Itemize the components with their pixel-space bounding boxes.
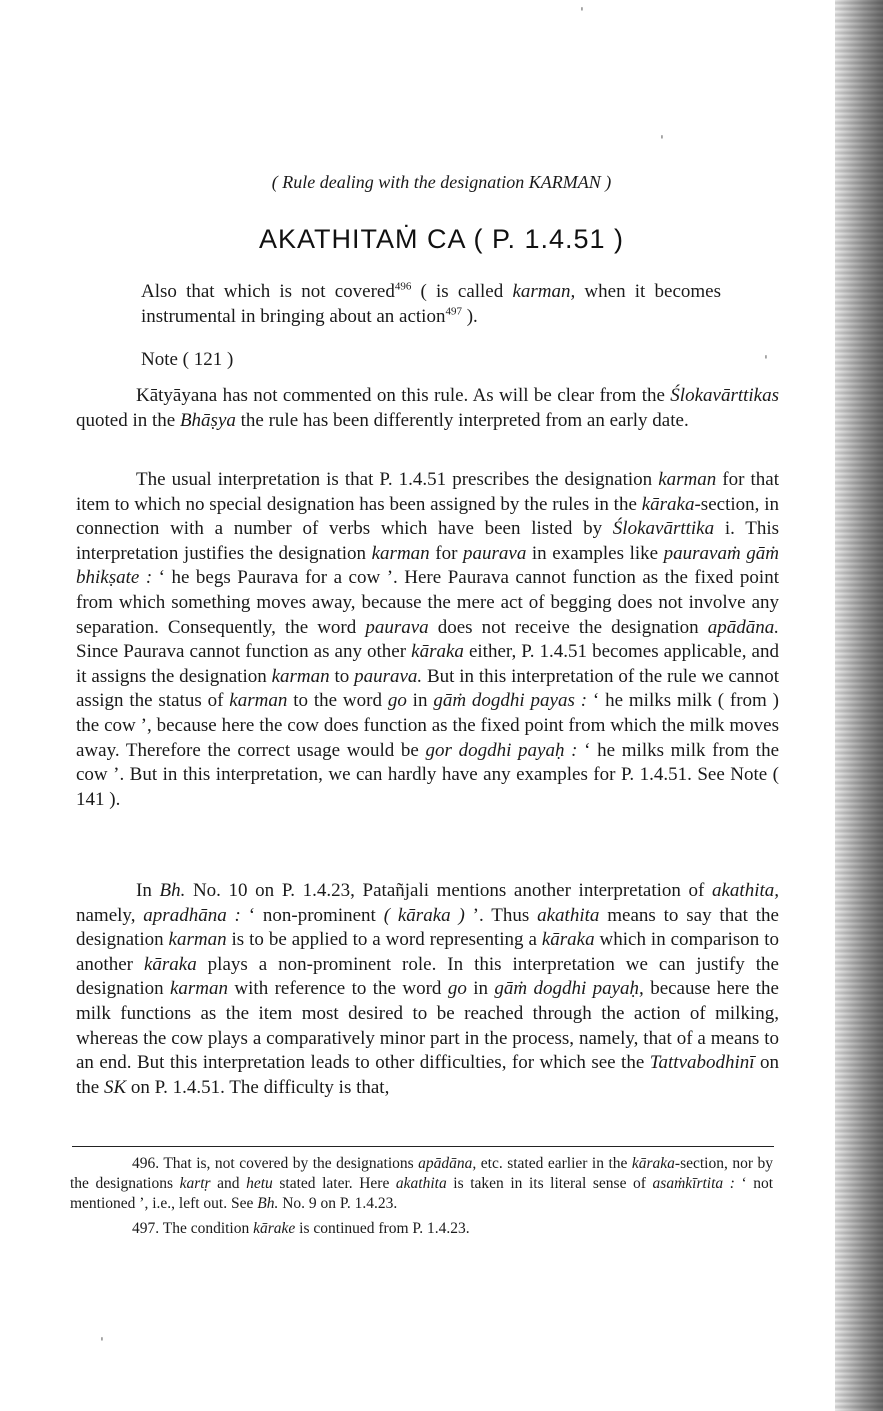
footnote-ref-496[interactable]: 496 xyxy=(394,280,412,293)
footnote-497: 497. The condition kārake is continued from P. 1.4.23. xyxy=(132,1220,470,1237)
note-label: Note ( 121 ) xyxy=(141,349,234,370)
footnote-ref-497[interactable]: 497 xyxy=(445,305,462,318)
footnotes xyxy=(70,1154,773,1244)
paragraph-1: Kātyāyana has not commented on this rule. As will be clear from the Ślokavārttikas quoted in the Bhāṣya the rule has been differently interpreted from an early date. xyxy=(76,385,779,431)
footnote-divider xyxy=(72,1146,774,1147)
rule-definition: Also that which is not covered$^{496}$ ( is called karman, when it becomes instrumental in bringing about an action$^{497}$ ). xyxy=(141,280,721,327)
rule-heading: ( Rule dealing with the designation KARMAN ) xyxy=(271,172,612,192)
scan-speck: ˈ xyxy=(580,6,584,22)
scanned-page-edge xyxy=(835,0,883,1411)
scan-speck: ˈ xyxy=(100,1336,104,1352)
footnote-496: 496. That is, not covered by the designations apādāna, etc. stated earlier in the kāraka-section, nor by the designations kartṛ and hetu stated later. Here akathita is taken in its literal sense of asaṁkīrtita : ‘ not mentioned ’, i.e., left out. See Bh. No. 9 on P. 1.4.23. xyxy=(70,1155,774,1212)
scan-speck: ˈ xyxy=(660,134,664,150)
paragraph-2: The usual interpretation is that P. 1.4.51 prescribes the designation karman for that item to which no special designation has been assigned by the rules in the kāraka-section, in connection with a number of verbs which have been listed by Ślokavārttika i. This interpretation justifies the designation karman for paurava in examples like pauravaṁ gāṁ bhikṣate : ‘ he begs Paurava for a cow ’. Here Paurava cannot function as the fixed point from which something moves away, because the mere act of begging does not involve any separation. Consequently, the word paurava does not receive the designation apādāna. Since Paurava cannot function as any other kāraka either, P. 1.4.51 becomes applicable, and it assigns the designation karman to paurava. But in this interpretation of the rule we cannot assign the status of karman to the word go in gāṁ dogdhi payas : ‘ he milks milk ( from ) the cow ’, because here the cow does function as the fixed point from which the milk moves away. Therefore the correct usage would be gor dogdhi payaḥ : ‘ he milks milk from the cow ’. But in this interpretation, we can hardly have any examples for P. 1.4.51. See Note ( 141 ). xyxy=(76,469,780,810)
scan-speck: ˈ xyxy=(764,354,768,370)
paragraph-3: In Bh. No. 10 on P. 1.4.23, Patañjali mentions another interpretation of akathita, namely, apradhāna : ‘ non-prominent ( kāraka ) ’. Thus akathita means to say that the designation karman is to be applied to a word representing a kāraka which in comparison to another kāraka plays a non-prominent role. In this interpretation we can justify the designation karman with reference to the word go in gāṁ dogdhi payaḥ, because here the milk functions as the item most desired to be reached through the action of milking, whereas the cow plays a comparatively minor part in the process, namely, that of a means to an end. But this interpretation leads to other difficulties, for which see the Tattvabodhinī on the SK on P. 1.4.51. The difficulty is that, xyxy=(76,880,780,1098)
page-title: AKATHITAṀ CA ( P. 1.4.51 ) xyxy=(258,224,625,254)
